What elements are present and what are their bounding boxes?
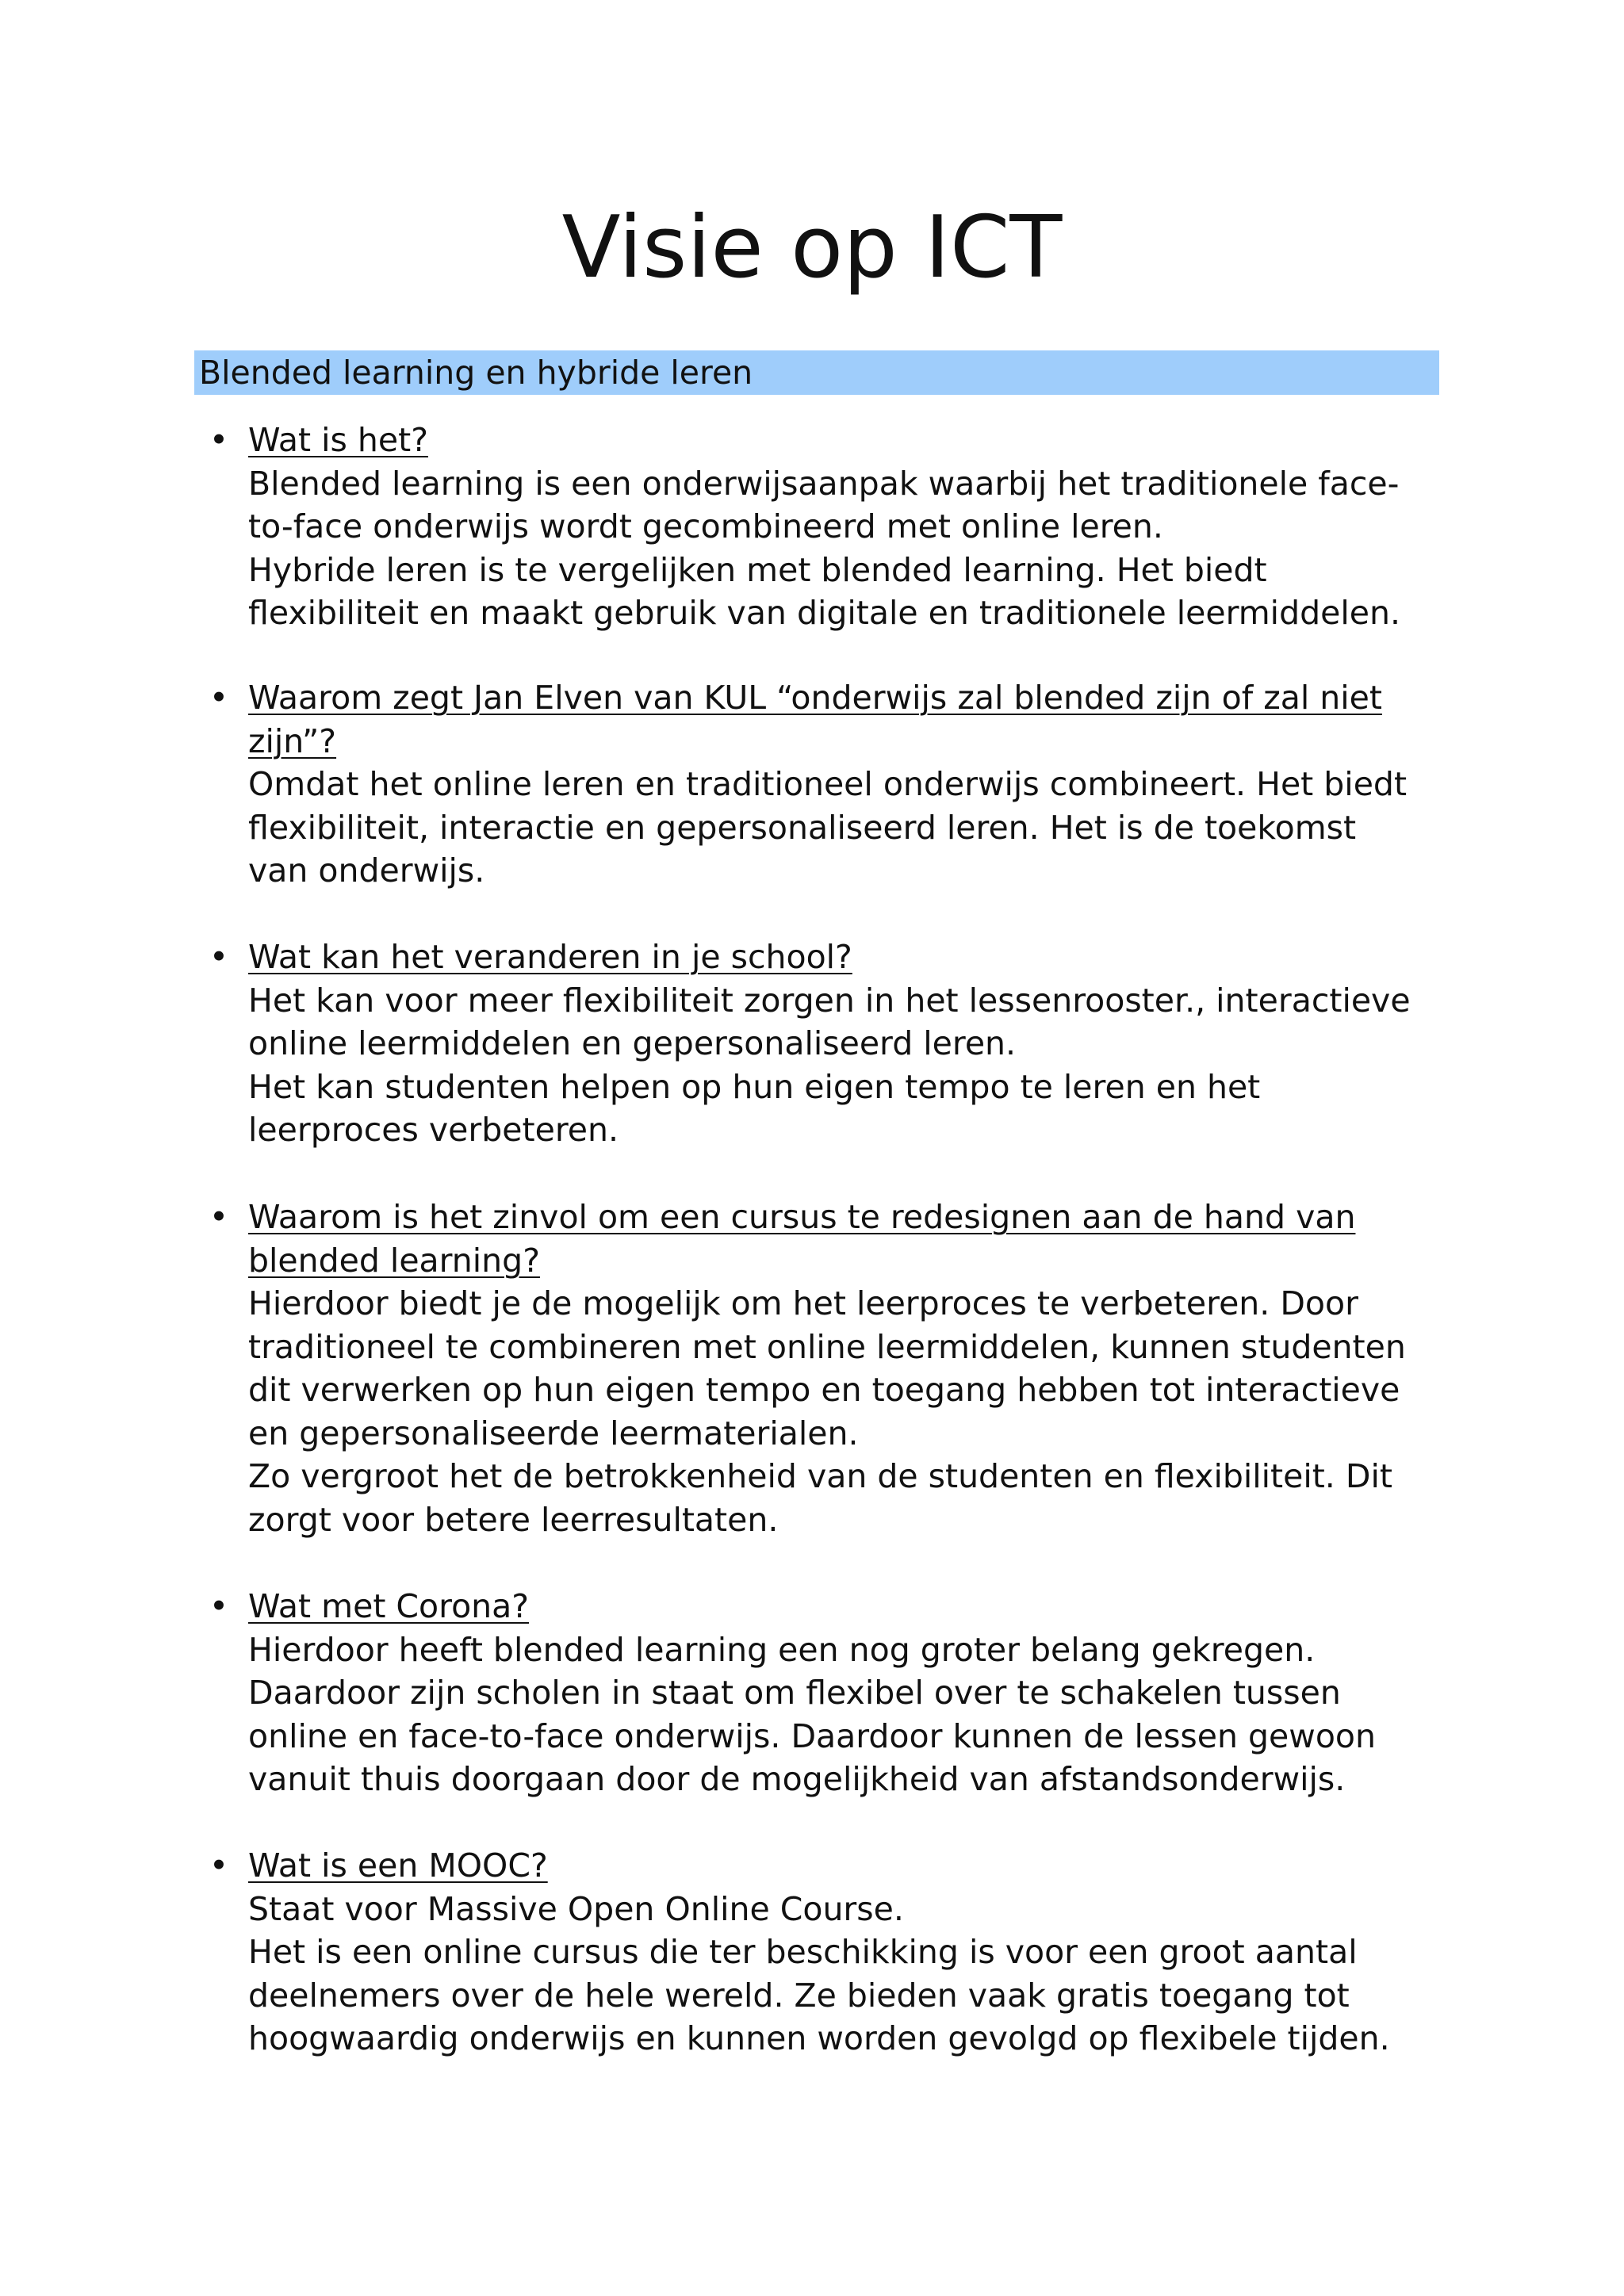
answer-text: Hierdoor heeft blended learning een nog groter belang gekregen. [248, 1630, 1316, 1669]
answer-text: zorgt voor betere leerresultaten. [248, 1500, 779, 1539]
answer-text: traditioneel te combineren met online leermiddelen, kunnen studenten [248, 1327, 1406, 1366]
answer-text: Hierdoor biedt je de mogelijk om het leerproces te verbeteren. Door [248, 1284, 1358, 1322]
answer-text: leerproces verbeteren. [248, 1111, 619, 1149]
question-text: Wat is een MOOC? [248, 1846, 548, 1885]
bullet-icon: • [209, 1846, 229, 1885]
document-title: Visie op ICT [561, 198, 1063, 297]
question-item [194, 1844, 1439, 2061]
answer-text: Blended learning is een onderwijsaanpak waarbij het traditionele face- [248, 464, 1400, 503]
answer-text: Het kan voor meer flexibiliteit zorgen in het lessenrooster., interactieve [248, 981, 1411, 1020]
question-item [194, 419, 1439, 635]
answer-text: Omdat het online leren en traditioneel onderwijs combineert. Het biedt [248, 765, 1408, 803]
answer-text: hoogwaardig onderwijs en kunnen worden gevolgd op flexibele tijden. [248, 2019, 1390, 2057]
question-item [194, 1585, 1439, 1801]
question-body [248, 676, 1439, 893]
answer-text: en gepersonaliseerde leermaterialen. [248, 1414, 859, 1452]
question-item [194, 1196, 1439, 1541]
answer-text: online leermiddelen en gepersonaliseerd leren. [248, 1024, 1017, 1062]
question-text: zijn”? [248, 721, 337, 760]
question-item [194, 676, 1439, 893]
answer-text: Zo vergroot het de betrokkenheid van de studenten en flexibiliteit. Dit [248, 1457, 1392, 1495]
question-text: Waarom zegt Jan Elven van KUL “onderwijs zal blended zijn of zal niet [248, 679, 1382, 717]
answer-text: Hybride leren is te vergelijken met blended learning. Het biedt [248, 550, 1267, 589]
question-body [248, 936, 1439, 1152]
question-text: Wat is het? [248, 421, 428, 459]
answer-text: vanuit thuis doorgaan door de mogelijkheid van afstandsonderwijs. [248, 1760, 1346, 1798]
answer-text: Het is een online cursus die ter beschikking is voor een groot aantal [248, 1933, 1358, 1971]
answer-text: Het kan studenten helpen op hun eigen tempo te leren en het [248, 1067, 1261, 1106]
bullet-icon: • [209, 679, 229, 717]
question-item [194, 936, 1439, 1152]
section-heading-highlight [194, 350, 1439, 395]
answer-text: to-face onderwijs wordt gecombineerd met online leren. [248, 507, 1163, 545]
bullet-icon: • [209, 1198, 229, 1236]
answer-text: deelnemers over de hele wereld. Ze bieden vaak gratis toegang tot [248, 1976, 1350, 2015]
question-text: Wat kan het veranderen in je school? [248, 938, 852, 976]
question-text: Waarom is het zinvol om een cursus te redesignen aan de hand van [248, 1198, 1356, 1236]
section-heading: Blended learning en hybride leren [199, 354, 753, 392]
bullet-icon: • [209, 421, 229, 459]
answer-text: Staat voor Massive Open Online Course. [248, 1889, 904, 1928]
question-text: blended learning? [248, 1241, 540, 1280]
question-body [248, 1844, 1439, 2061]
answer-text: flexibiliteit, interactie en gepersonaliseerd leren. Het is de toekomst [248, 808, 1357, 847]
answer-text: van onderwijs. [248, 851, 485, 890]
question-body [248, 1196, 1439, 1541]
question-text: Wat met Corona? [248, 1587, 530, 1625]
question-body [248, 1585, 1439, 1801]
answer-text: online en face-to-face onderwijs. Daardoor kunnen de lessen gewoon [248, 1716, 1376, 1755]
question-body [248, 419, 1439, 635]
bullet-icon: • [209, 1587, 229, 1625]
bullet-icon: • [209, 938, 229, 976]
answer-text: Daardoor zijn scholen in staat om flexibel over te schakelen tussen [248, 1674, 1341, 1712]
answer-text: dit verwerken op hun eigen tempo en toegang hebben tot interactieve [248, 1371, 1400, 1409]
answer-text: flexibiliteit en maakt gebruik van digitale en traditionele leermiddelen. [248, 594, 1400, 632]
